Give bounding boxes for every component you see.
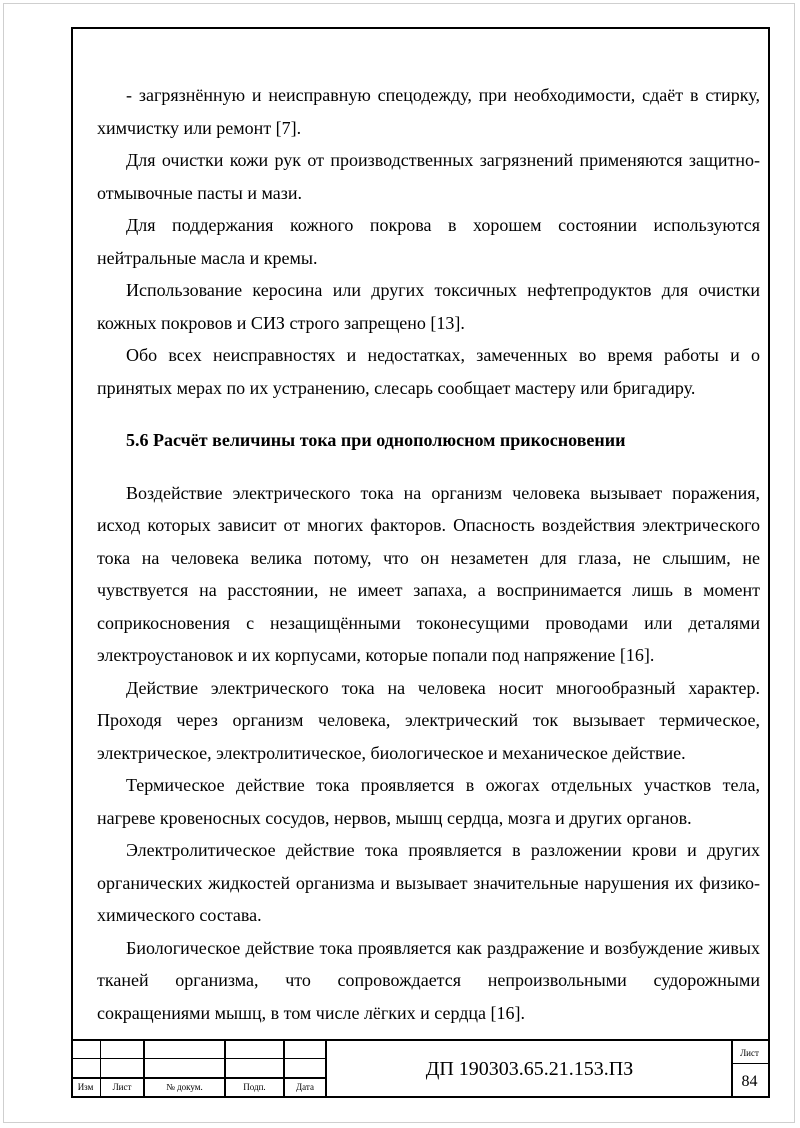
paragraph: Воздействие электрического тока на организм человека вызывает поражения, исход которых зависит от многих факторов. Опасность воздействия электрического тока на человека велика потому, что он незаметен для глаза, не слышим, не чувствуется на расстоянии, не имеет запаха, а воспринимается лишь в момент соприкосновения с незащищёнными токонесущими проводами или деталями электроустановок и их корпусами, которые попали под напряжение [16]. <box>97 482 760 665</box>
paragraph: Термическое действие тока проявляется в ожогах отдельных участков тела, нагреве кровеносных сосудов, нервов, мышц сердца, мозга и других органов. <box>97 775 760 828</box>
sheet-number: 84 <box>741 1073 758 1090</box>
document-body <box>97 79 760 1029</box>
paragraph: Использование керосина или других токсичных нефтепродуктов для очистки кожных покровов и СИЗ строго запрещено [13]. <box>97 280 760 333</box>
stamp-col-date: Дата <box>296 1082 314 1092</box>
paragraph: Биологическое действие тока проявляется как раздражение и возбуждение живых тканей организма, что сопровождается непроизвольными судорожными сокращениями мышц, в том числе лёгких и сердца [16]. <box>97 937 760 1023</box>
sheet-label: Лист <box>740 1048 759 1058</box>
paragraph: Электролитическое действие тока проявляется в разложении крови и других органических жидкостей организма и вызывает значительные нарушения их физико-химического состава. <box>97 840 760 925</box>
paragraph: - загрязнённую и неисправную спецодежду, при необходимости, сдаёт в стирку, химчистку или ремонт [7]. <box>97 85 760 138</box>
title-block-stamp <box>71 1039 770 1098</box>
document-code: ДП 190303.65.21.153.ПЗ <box>425 1058 634 1080</box>
paragraph: Для поддержания кожного покрова в хорошем состоянии используются нейтральные масла и кремы. <box>97 215 760 268</box>
stamp-col-list: Лист <box>112 1082 132 1092</box>
paragraph: Для очистки кожи рук от производственных загрязнений применяются защитно-отмывочные пасты и мази. <box>97 150 760 203</box>
stamp-col-doc: № докум. <box>166 1082 203 1092</box>
paragraph: Обо всех неисправностях и недостатках, замеченных во время работы и о принятых мерах по их устранению, слесарь сообщает мастеру или бригадиру. <box>97 345 760 398</box>
paragraph: Действие электрического тока на человека носит многообразный характер. Проходя через организм человека, электрический ток вызывает термическое, электрическое, электролитическое, биологическое и механическое действие. <box>97 677 760 763</box>
section-heading: 5.6 Расчёт величины тока при однополюсном прикосновении <box>126 430 626 450</box>
stamp-col-izm: Изм <box>77 1082 94 1092</box>
stamp-col-sign: Подп. <box>243 1082 266 1092</box>
